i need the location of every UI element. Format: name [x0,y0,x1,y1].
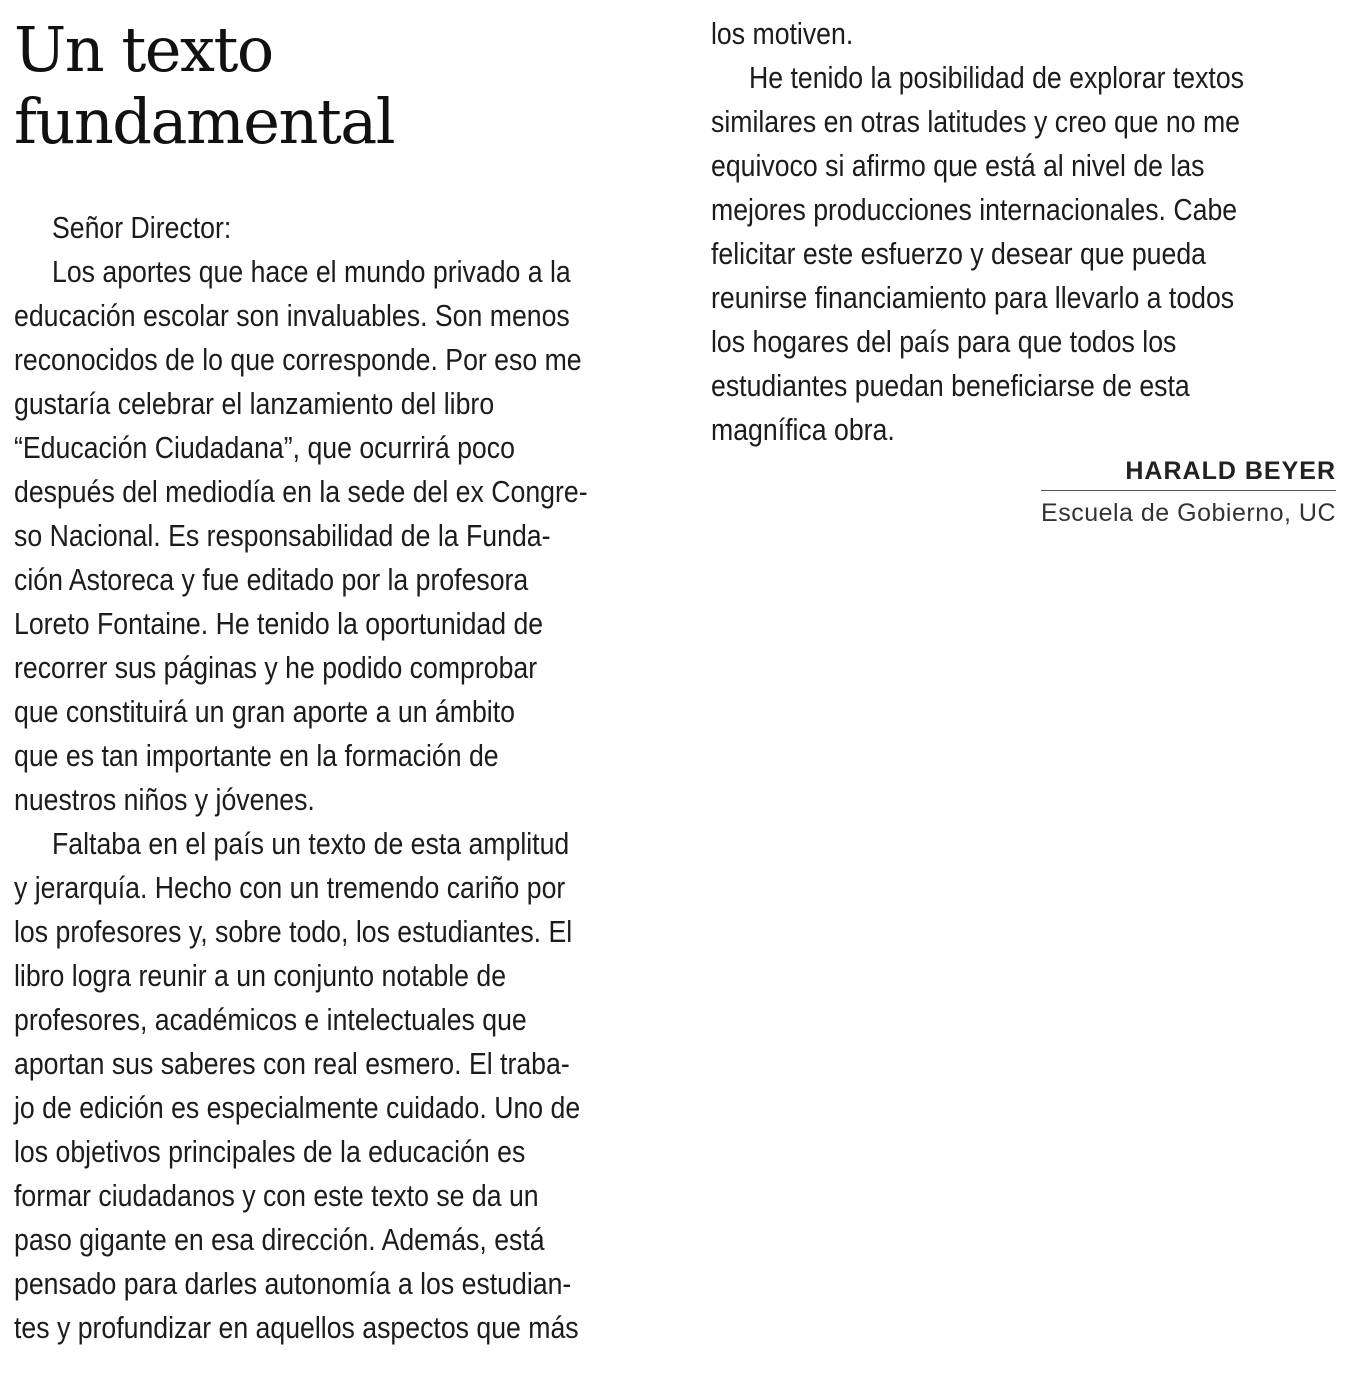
paragraph-line: Loreto Fontaine. He tenido la oportunidad de [14,606,544,641]
paragraph-line: los objetivos principales de la educación es [14,1134,526,1169]
paragraph-line: que constituirá un gran aporte a un ámbito [14,694,515,729]
paragraph-line: los profesores y, sobre todo, los estudiantes. El [14,914,573,949]
right-text-column [711,12,1351,452]
paragraph-line: recorrer sus páginas y he podido comprobar [14,650,538,685]
paragraph-line: aportan sus saberes con real esmero. El traba- [14,1046,570,1081]
paragraph-line: magnífica obra. [711,412,895,447]
paragraph-line: formar ciudadanos y con este texto se da un [14,1178,539,1213]
paragraph-line: He tenido la posibilidad de explorar textos [749,60,1244,95]
paragraph-line: educación escolar son invaluables. Son menos [14,298,570,333]
headline-line-2: fundamental [14,85,395,158]
paragraph-line: reconocidos de lo que corresponde. Por eso me [14,342,582,377]
paragraph-line: equivoco si afirmo que está al nivel de las [711,148,1205,183]
paragraph-line: después del mediodía en la sede del ex Congre- [14,474,588,509]
paragraph-line: gustaría celebrar el lanzamiento del libro [14,386,495,421]
paragraph-line: pensado para darles autonomía a los estudian- [14,1266,572,1301]
signature-block [1041,454,1336,529]
paragraph-line: y jerarquía. Hecho con un tremendo cariño por [14,870,566,905]
author-name: HARALD BEYER [1041,454,1336,491]
paragraph-line: los hogares del país para que todos los [711,324,1177,359]
paragraph-line: Los aportes que hace el mundo privado a la [52,254,571,289]
paragraph-line: Faltaba en el país un texto de esta amplitud [52,826,570,861]
salutation: Señor Director: [52,210,232,245]
paragraph-line: mejores producciones internacionales. Cabe [711,192,1238,227]
paragraph-line: estudiantes puedan beneficiarse de esta [711,368,1190,403]
paragraph-line: nuestros niños y jóvenes. [14,782,315,817]
paragraph-line: que es tan importante en la formación de [14,738,499,773]
paragraph-line: paso gigante en esa dirección. Además, está [14,1222,545,1257]
headline-line-1: Un texto [14,13,273,86]
paragraph-line: “Educación Ciudadana”, que ocurrirá poco [14,430,515,465]
paragraph-line: jo de edición es especialmente cuidado. Uno de [14,1090,581,1125]
letter-headline [14,14,654,158]
paragraph-line: profesores, académicos e intelectuales que [14,1002,527,1037]
paragraph-line: ción Astoreca y fue editado por la profesora [14,562,529,597]
paragraph-line: so Nacional. Es responsabilidad de la Funda- [14,518,551,553]
paragraph-line: tes y profundizar en aquellos aspectos que más [14,1310,579,1345]
paragraph-line: similares en otras latitudes y creo que no me [711,104,1241,139]
paragraph-line: libro logra reunir a un conjunto notable de [14,958,507,993]
paragraph-line: los motiven. [711,16,854,51]
paragraph-line: reunirse financiamiento para llevarlo a todos [711,280,1235,315]
author-affiliation: Escuela de Gobierno, UC [1041,499,1336,527]
paragraph-line: felicitar este esfuerzo y desear que pueda [711,236,1206,271]
left-text-column [14,206,654,1386]
